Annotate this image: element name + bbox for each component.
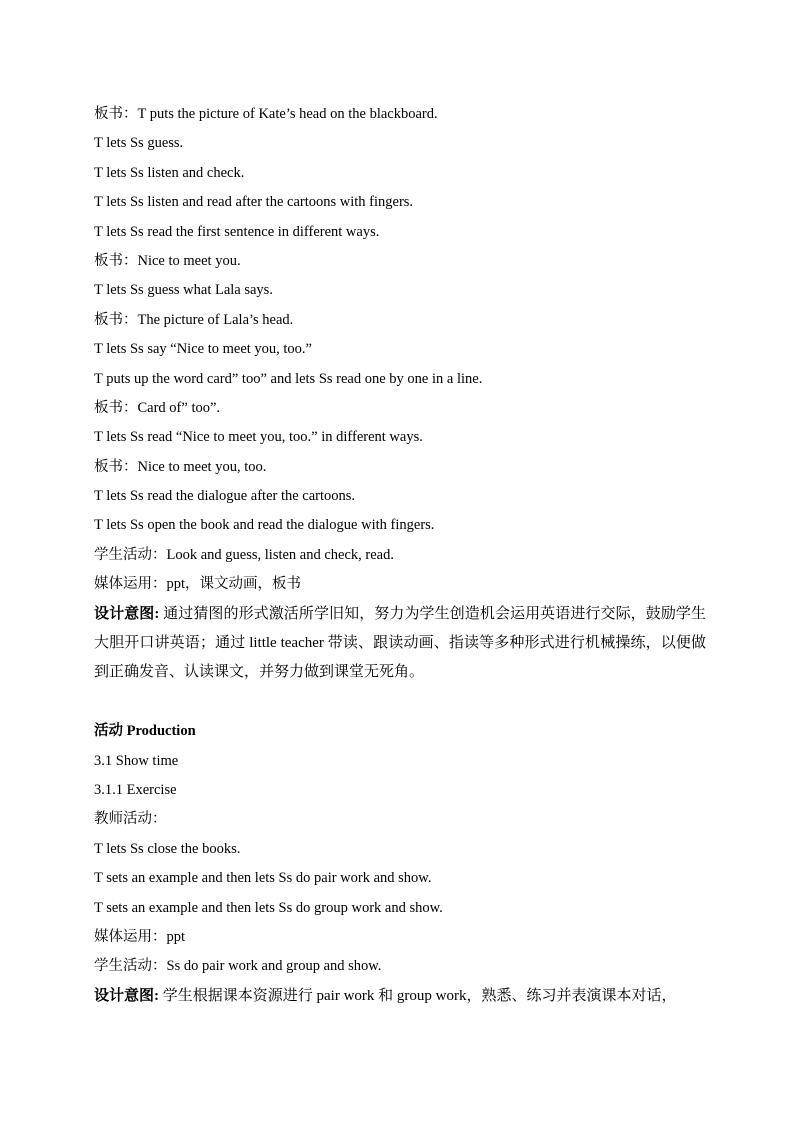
text-line: 媒体运用：ppt，课文动画，板书	[94, 576, 302, 593]
text-line: T lets Ss read “Nice to meet you, too.” in different ways.	[94, 429, 423, 446]
design-intent-text: 通过猜图的形式激活所学旧知，努力为学生创造机会运用英语进行交际，鼓励学生大胆开口讲英语；通过 little teacher 带读、跟读动画、指读等多种形式进行机械操练，以便做到正确发音、认读课文，并努力做到课堂无死角。	[94, 605, 706, 681]
text-line: 板书：Nice to meet you.	[94, 252, 241, 269]
document-body	[94, 100, 706, 1011]
design-intent-text: 学生根据课本资源进行 pair work 和 group work，熟悉、练习并表演课本对话，	[159, 987, 677, 1004]
text-line: T lets Ss listen and read after the cartoons with fingers.	[94, 194, 414, 211]
text-line: 板书：T puts the picture of Kate’s head on the blackboard.	[94, 106, 438, 122]
text-line: T lets Ss close the books.	[94, 840, 241, 857]
paragraph-spacer	[94, 688, 706, 717]
design-intent-label: 设计意图:	[94, 987, 159, 1004]
design-intent-label: 设计意图:	[94, 605, 160, 622]
design-intent-paragraph	[94, 600, 706, 688]
text-line: T lets Ss read the first sentence in different ways.	[94, 223, 380, 240]
text-line: T puts up the word card” too” and lets Ss read one by one in a line.	[94, 370, 483, 387]
section-heading: 活动 Production	[94, 723, 196, 740]
text-line: T lets Ss open the book and read the dialogue with fingers.	[94, 517, 435, 534]
text-line: 3.1 Show time	[94, 752, 179, 769]
text-line: T lets Ss listen and check.	[94, 164, 245, 181]
text-line: 学生活动：Look and guess, listen and check, read.	[94, 546, 394, 563]
text-line: 媒体运用：ppt	[94, 928, 186, 945]
text-line: T lets Ss guess what Lala says.	[94, 282, 273, 299]
text-line: 学生活动：Ss do pair work and group and show.	[94, 958, 382, 975]
text-line: T lets Ss say “Nice to meet you, too.”	[94, 341, 312, 358]
text-line: T lets Ss read the dialogue after the cartoons.	[94, 488, 356, 505]
text-line: 3.1.1 Exercise	[94, 782, 177, 799]
text-line: 教师活动：	[94, 811, 167, 828]
text-line: 板书：The picture of Lala’s head.	[94, 311, 294, 328]
text-line: 板书：Card of” too”.	[94, 399, 221, 416]
text-line: T lets Ss guess.	[94, 135, 184, 152]
text-line: T sets an example and then lets Ss do pair work and show.	[94, 870, 432, 887]
design-intent-paragraph	[94, 982, 706, 1011]
text-line: T sets an example and then lets Ss do group work and show.	[94, 899, 443, 916]
text-line: 板书：Nice to meet you, too.	[94, 458, 267, 475]
